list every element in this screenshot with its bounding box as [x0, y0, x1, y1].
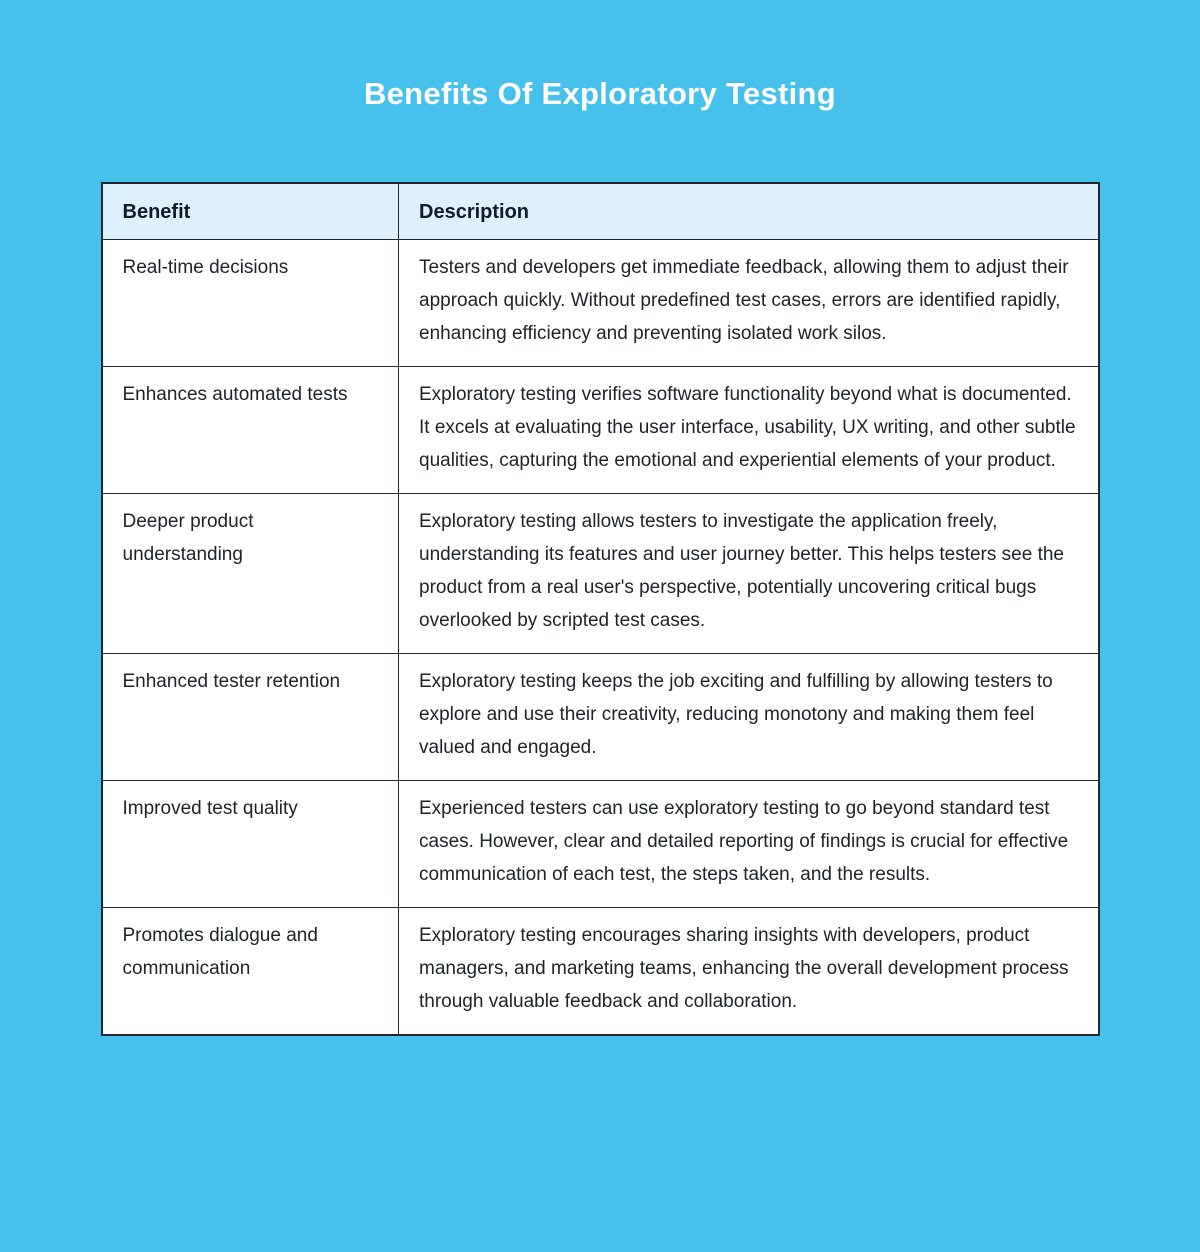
table-row	[102, 494, 1099, 654]
table-header-row	[102, 183, 1099, 240]
column-header-description: Description	[399, 183, 1099, 240]
description-cell: Exploratory testing encourages sharing insights with developers, product managers, and marketing teams, enhancing the overall development process through valuable feedback and collaboration.	[399, 908, 1099, 1036]
page-title: Benefits Of Exploratory Testing	[363, 76, 837, 111]
table-row	[102, 781, 1099, 908]
benefit-cell: Improved test quality	[102, 781, 399, 908]
table-row	[102, 654, 1099, 781]
benefit-cell: Promotes dialogue and communication	[102, 908, 399, 1036]
description-cell: Testers and developers get immediate feedback, allowing them to adjust their approach quickly. Without predefined test cases, errors are identified rapidly, enhancing efficiency and preventing isolated work silos.	[399, 240, 1099, 367]
table-row	[102, 367, 1099, 494]
description-cell: Experienced testers can use exploratory testing to go beyond standard test cases. However, clear and detailed reporting of findings is crucial for effective communication of each test, the steps taken, and the results.	[399, 781, 1099, 908]
table-row	[102, 240, 1099, 367]
benefits-table	[101, 182, 1100, 1036]
benefit-cell: Enhances automated tests	[102, 367, 399, 494]
description-cell: Exploratory testing allows testers to investigate the application freely, understanding its features and user journey better. This helps testers see the product from a real user's perspective, potentially uncovering critical bugs overlooked by scripted test cases.	[399, 494, 1099, 654]
column-header-benefit: Benefit	[102, 183, 399, 240]
benefit-cell: Deeper product understanding	[102, 494, 399, 654]
description-cell: Exploratory testing keeps the job exciting and fulfilling by allowing testers to explore and use their creativity, reducing monotony and making them feel valued and engaged.	[399, 654, 1099, 781]
description-cell: Exploratory testing verifies software functionality beyond what is documented. It excels at evaluating the user interface, usability, UX writing, and other subtle qualities, capturing the emotional and experiential elements of your product.	[399, 367, 1099, 494]
benefit-cell: Real-time decisions	[102, 240, 399, 367]
table-row	[102, 908, 1099, 1036]
benefit-cell: Enhanced tester retention	[102, 654, 399, 781]
